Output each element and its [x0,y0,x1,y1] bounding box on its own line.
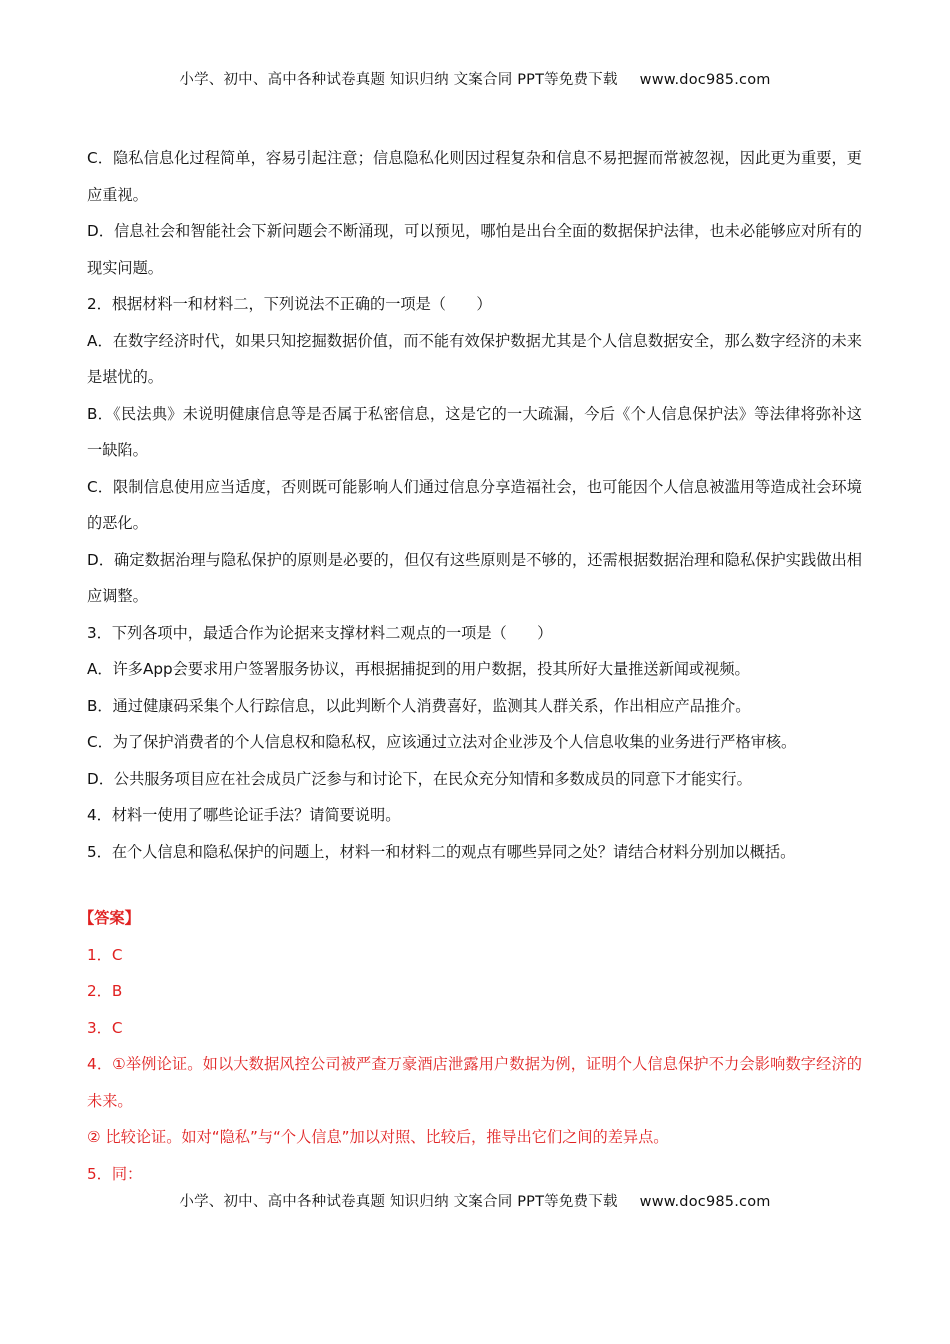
header-site[interactable]: www.doc985.com [639,72,771,88]
q3-option-c: C．为了保护消费者的个人信息权和隐私权，应该通过立法对企业涉及个人信息收集的业务进行严格审核。 [87,733,797,751]
answer-4-part-1: 4．①举例论证。如以大数据风控公司被严查万豪酒店泄露用户数据为例，证明个人信息保护不力会影响数字经济的未来。 [87,1055,862,1110]
q2-stem: 2．根据材料一和材料二，下列说法不正确的一项是（ ） [87,295,492,313]
q3-option-d: D．公共服务项目应在社会成员广泛参与和讨论下，在民众充分知情和多数成员的同意下才能实行。 [87,769,752,788]
q2-option-d: D．确定数据治理与隐私保护的原则是必要的，但仅有这些原则是不够的，还需根据数据治理和隐私保护实践做出相应调整。 [87,550,862,605]
q1-option-c: C．隐私信息化过程简单，容易引起注意；信息隐私化则因过程复杂和信息不易把握而常被忽视，因此更为重要，更应重视。 [87,149,862,204]
q3-option-b: B．通过健康码采集个人行踪信息，以此判断个人消费喜好，监测其人群关系，作出相应产品推介。 [87,696,751,715]
q4-stem: 4．材料一使用了哪些论证手法？请简要说明。 [87,806,401,824]
q2-option-b: B．《民法典》未说明健康信息等是否属于私密信息，这是它的一大疏漏，今后《个人信息保护法》等法律将弥补这一缺陷。 [87,404,862,459]
answer-4-part-2: ② 比较论证。如对“隐私”与“个人信息”加以对照、比较后，推导出它们之间的差异点。 [87,1128,669,1146]
header-text: 小学、初中、高中各种试卷真题 知识归纳 文案合同 PPT等免费下载 [179,72,618,88]
q1-option-d: D．信息社会和智能社会下新问题会不断涌现，可以预见，哪怕是出台全面的数据保护法律，也未必能够应对所有的现实问题。 [87,222,862,277]
page-footer [0,1190,950,1211]
page-header [0,68,950,89]
document-body [79,140,862,1192]
footer-site[interactable]: www.doc985.com [639,1194,771,1210]
footer-text: 小学、初中、高中各种试卷真题 知识归纳 文案合同 PPT等免费下载 [179,1194,618,1210]
q2-option-a: A．在数字经济时代，如果只知挖掘数据价值，而不能有效保护数据尤其是个人信息数据安全，那么数字经济的未来是堪忧的。 [87,331,862,386]
answer-section [79,900,862,1192]
answer-1: 1．C [87,945,123,964]
answer-3: 3．C [87,1018,123,1037]
q3-option-a: A．许多App会要求用户签署服务协议，再根据捕捉到的用户数据，投其所好大量推送新闻或视频。 [87,660,750,678]
answer-5: 5．同： [87,1164,143,1183]
answer-heading: 【答案】 [79,909,140,927]
q5-stem: 5．在个人信息和隐私保护的问题上，材料一和材料二的观点有哪些异同之处？请结合材料分别加以概括。 [87,842,796,861]
q2-option-c: C．限制信息使用应当适度，否则既可能影响人们通过信息分享造福社会，也可能因个人信息被滥用等造成社会环境的恶化。 [87,477,862,532]
answer-2: 2．B [87,982,123,1000]
q3-stem: 3．下列各项中，最适合作为论据来支撑材料二观点的一项是（ ） [87,623,553,642]
